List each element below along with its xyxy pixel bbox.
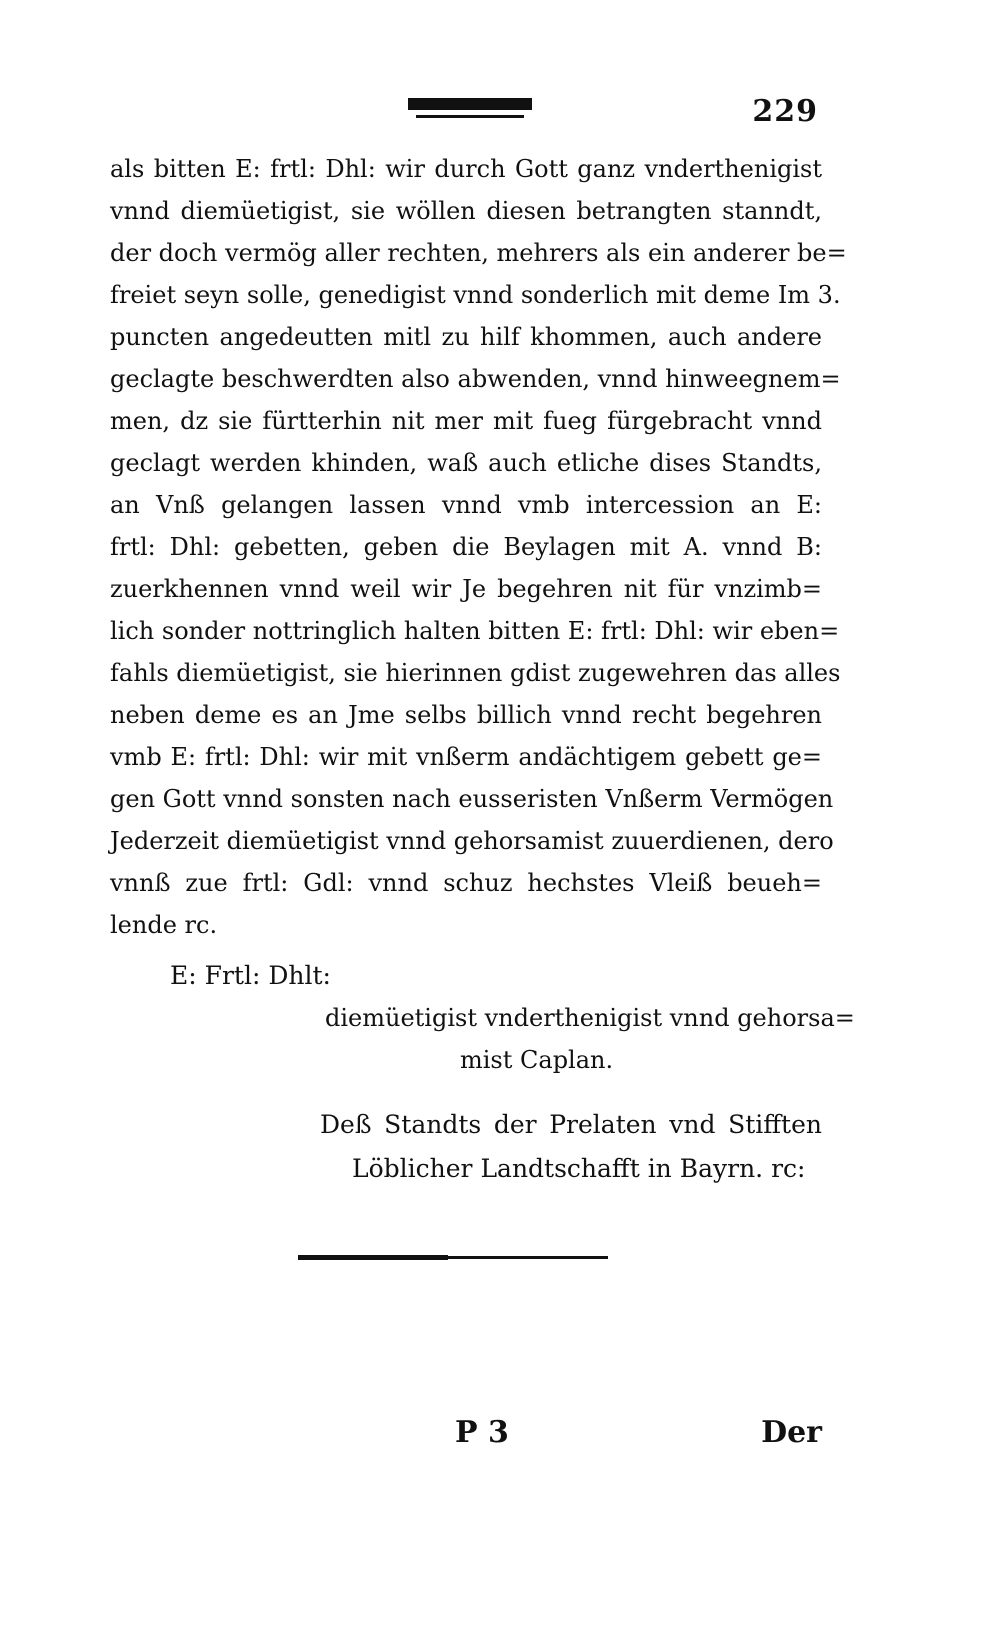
text-line: geclagt werden khinden, waß auch etliche dises Standts, xyxy=(110,449,822,477)
text-line: frtl: Dhl: gebetten, geben die Beylagen mit A. vnnd B: xyxy=(110,533,822,561)
text-line: gen Gott vnnd sonsten nach eusseristen Vnßerm Vermögen xyxy=(110,785,834,813)
page-number: 229 xyxy=(752,94,818,129)
divider-segment xyxy=(448,1256,608,1259)
header-rule-thick xyxy=(408,98,532,110)
text-line: vnnd diemüetigist, sie wöllen diesen betrangten stanndt, xyxy=(110,197,822,225)
signature-line: diemüetigist vnderthenigist vnnd gehorsa= xyxy=(325,1004,855,1032)
text-line: zuerkhennen vnnd weil wir Je begehren nit für vnzimb= xyxy=(110,575,822,603)
text-line: vmb E: frtl: Dhl: wir mit vnßerm andächtigem gebett ge= xyxy=(110,743,822,771)
signature-block xyxy=(325,997,855,1081)
header-rule-thin xyxy=(416,115,524,118)
text-line: puncten angedeutten mitl zu hilf khommen, auch andere xyxy=(110,323,822,351)
estate-line: Löblicher Landtschafft in Bayrn. rc: xyxy=(352,1154,806,1183)
text-line: lich sonder nottringlich halten bitten E: frtl: Dhl: wir eben= xyxy=(110,617,840,645)
text-line: freiet seyn solle, genedigist vnnd sonderlich mit deme Im 3. xyxy=(110,281,841,309)
printer-signature-mark: P 3 xyxy=(455,1415,509,1450)
divider-segment xyxy=(298,1255,448,1260)
text-line-last: lende rc. xyxy=(110,911,218,939)
catchword: Der xyxy=(761,1415,822,1450)
text-line: als bitten E: frtl: Dhl: wir durch Gott ganz vnderthenigist xyxy=(110,155,822,183)
text-line: Jederzeit diemüetigist vnnd gehorsamist zuuerdienen, dero xyxy=(110,827,834,855)
text-line: an Vnß gelangen lassen vnnd vmb intercession an E: xyxy=(110,491,822,519)
closing-divider-rule xyxy=(298,1255,608,1261)
body-paragraph xyxy=(110,148,847,946)
text-line: men, dz sie fürtterhin nit mer mit fueg fürgebracht vnnd xyxy=(110,407,822,435)
header-ornament-rule xyxy=(408,98,532,126)
text-line: der doch vermög aller rechten, mehrers als ein anderer be= xyxy=(110,239,847,267)
estate-attribution xyxy=(320,1103,822,1191)
text-line: neben deme es an Jme selbs billich vnnd recht begehren xyxy=(110,701,822,729)
signature-line: mist Caplan. xyxy=(460,1046,614,1074)
text-line: vnnß zue frtl: Gdl: vnnd schuz hechstes Vleiß beueh= xyxy=(110,869,822,897)
closing-salutation: E: Frtl: Dhlt: xyxy=(170,961,331,990)
text-line: fahls diemüetigist, sie hierinnen gdist zugewehren das alles xyxy=(110,659,841,687)
estate-line: Deß Standts der Prelaten vnd Stifften xyxy=(320,1110,822,1139)
text-line: geclagte beschwerdten also abwenden, vnnd hinweegnem= xyxy=(110,365,841,393)
